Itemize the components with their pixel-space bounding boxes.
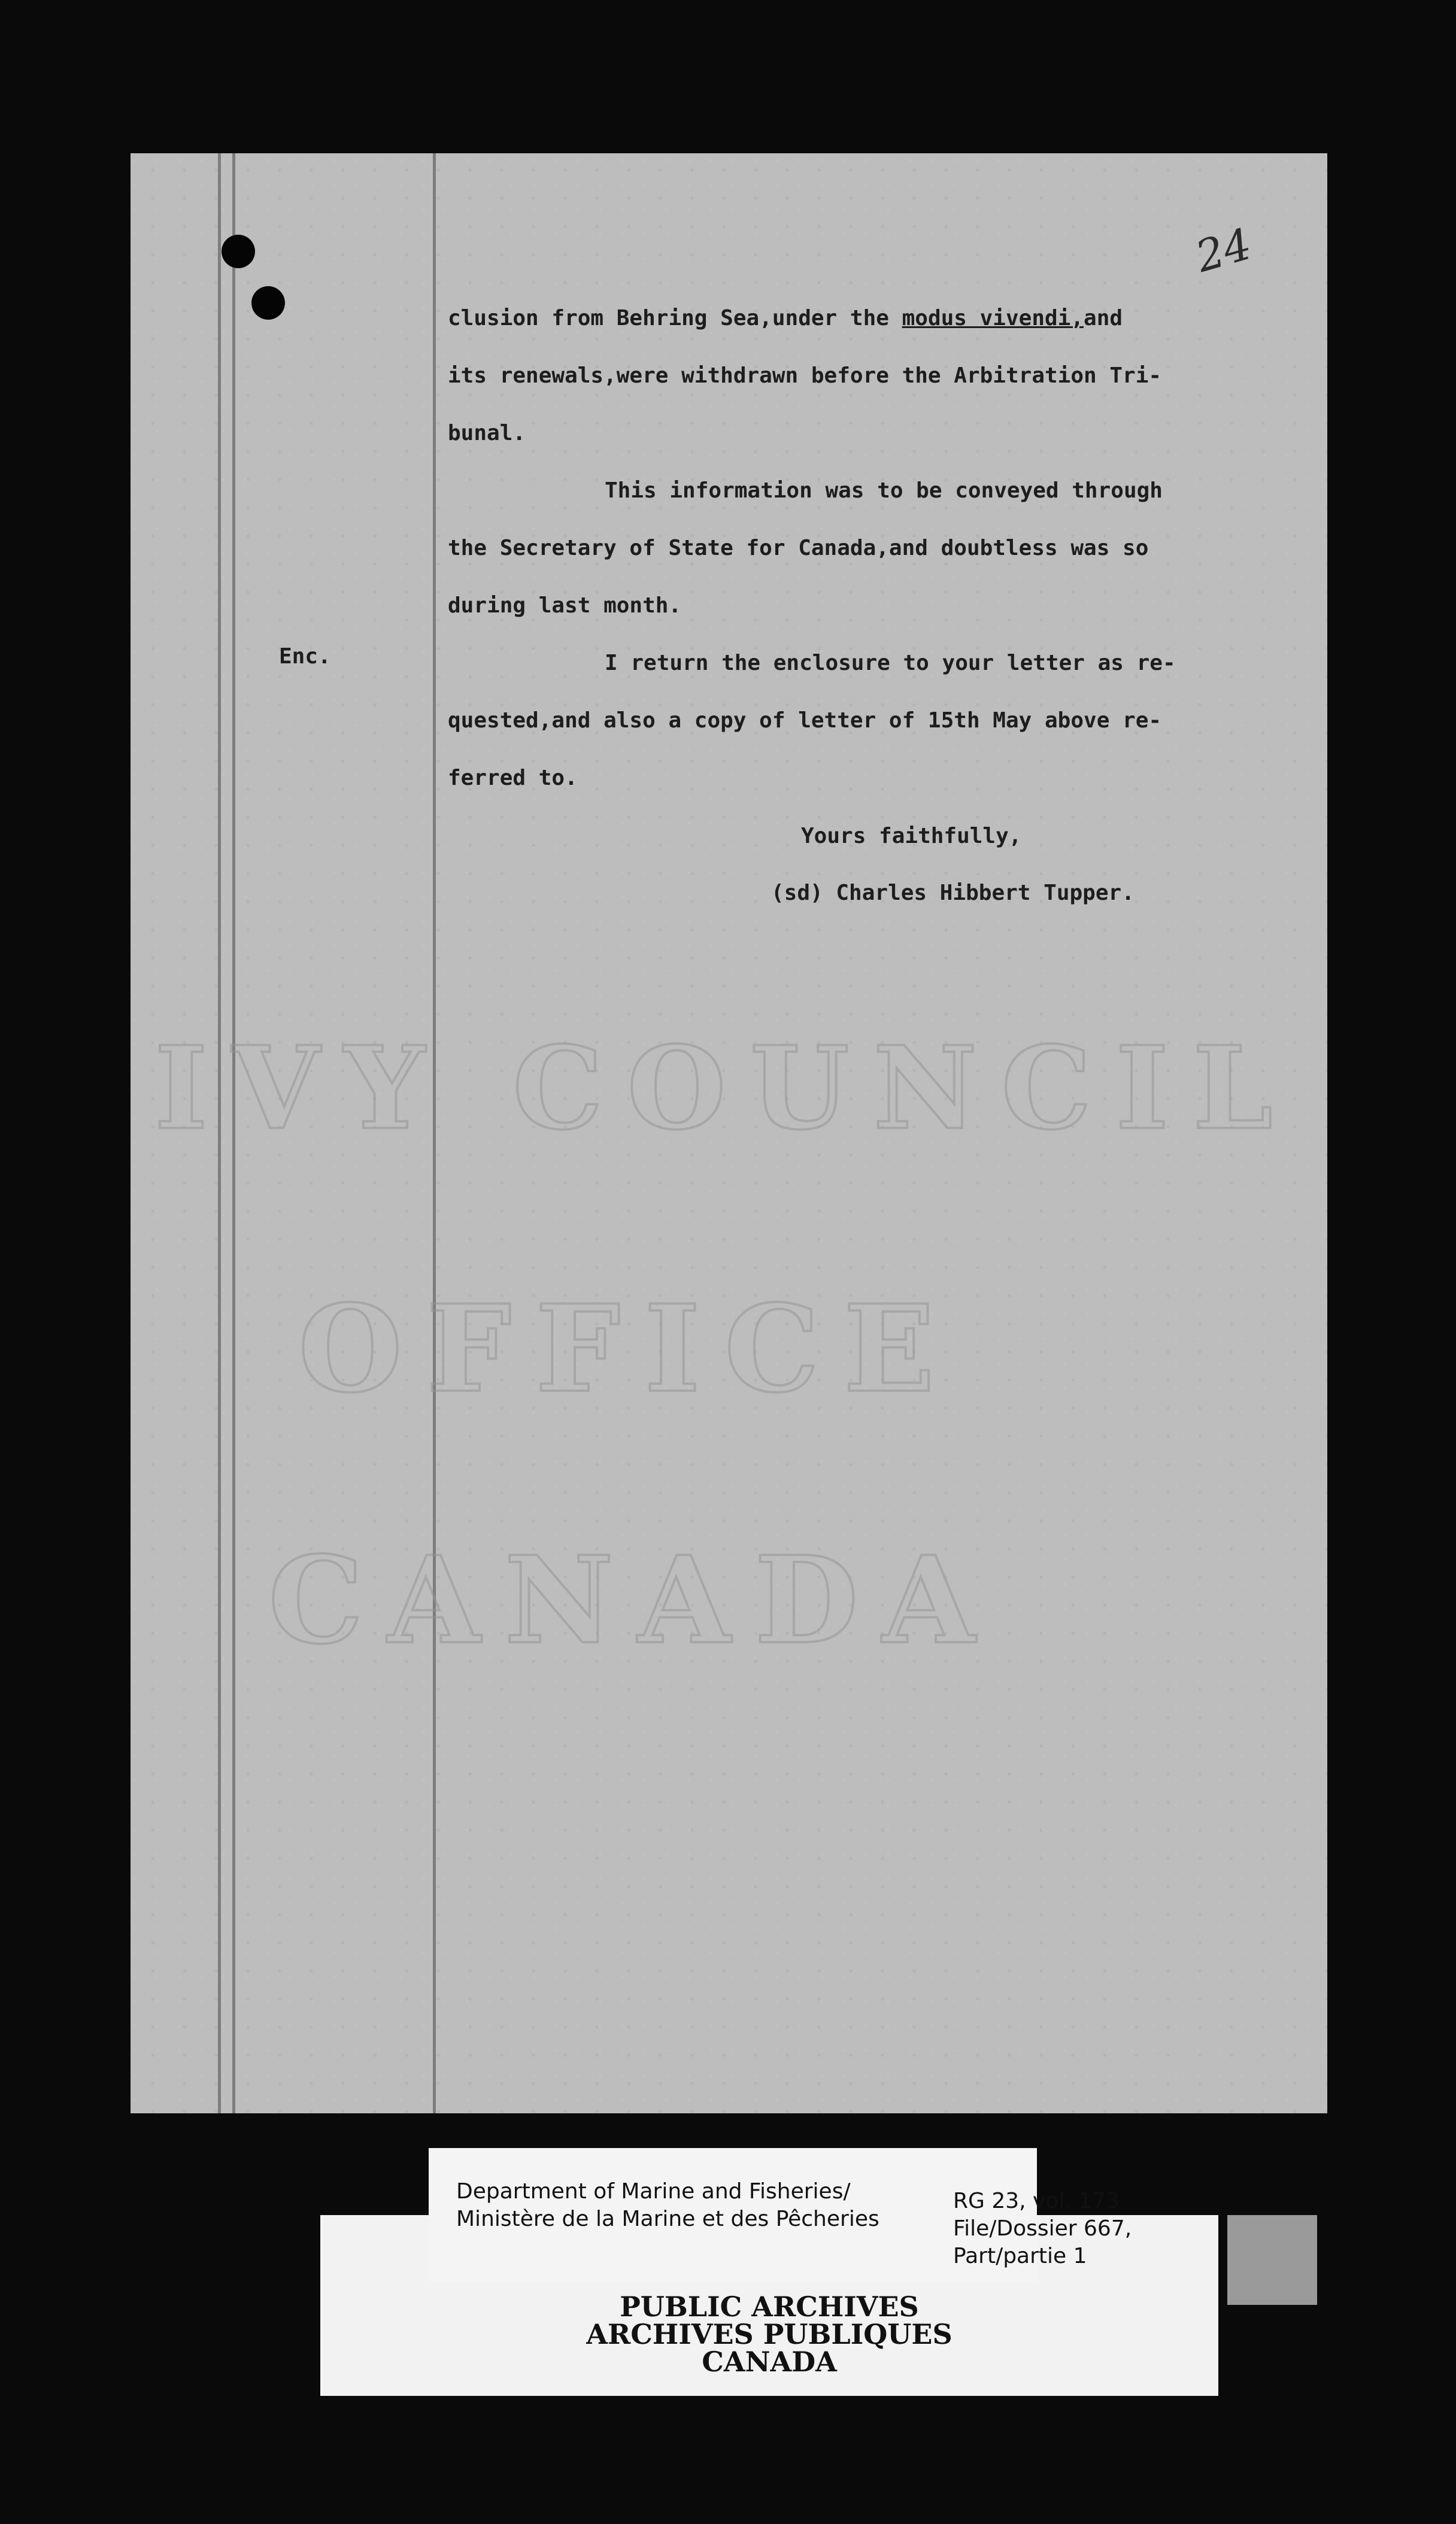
margin-note-enclosure: Enc. [279,644,331,669]
archive-reference [953,2188,1132,2270]
archive-label [429,2148,1132,2282]
text-fragment: and [1084,306,1123,330]
watermark-line: CANADA [268,1530,999,1671]
archives-stamp-line: CANADA [702,2346,837,2378]
reference-file: File/Dossier 667, [953,2216,1132,2241]
closing: Yours faithfully, [801,824,1022,848]
punch-hole [251,286,285,320]
text-line: This information was to be conveyed through [605,478,1163,503]
text-line: its renewals,were withdrawn before the Arbitration Tri- [448,363,1162,388]
archives-stamp-line: PUBLIC ARCHIVES [620,2291,919,2323]
folio-number: 24 [1190,218,1257,283]
reference-part: Part/partie 1 [953,2244,1087,2268]
text-line: I return the enclosure to your letter as re- [605,651,1176,675]
letter-body [448,290,1304,807]
label-tab [1227,2215,1317,2305]
text-line: the Secretary of State for Canada,and doubtless was so [448,536,1149,560]
underlined-phrase: modus vivendi, [902,306,1084,330]
department-name [456,2178,879,2233]
department-fr: Ministère de la Marine et des Pêcheries [456,2207,879,2231]
text-line: bunal. [448,421,526,445]
department-en: Department of Marine and Fisheries/ [456,2179,851,2204]
archives-stamp-line: ARCHIVES PUBLIQUES [586,2318,953,2350]
letter-page [131,153,1327,2113]
text-line: during last month. [448,593,682,618]
signature: (sd) Charles Hibbert Tupper. [771,881,1135,905]
text-fragment: clusion from Behring Sea,under the [448,306,902,330]
watermark-line: OFFICE [298,1279,959,1419]
watermark-line: IVY COUNCIL [154,1021,1297,1155]
archives-stamp [320,2293,1218,2376]
punch-hole [222,235,255,268]
text-line: quested,and also a copy of letter of 15th May above re- [448,708,1162,733]
reference-volume: RG 23, vol. 173 [953,2189,1120,2213]
text-line: ferred to. [448,766,578,790]
text-line [448,290,1304,347]
